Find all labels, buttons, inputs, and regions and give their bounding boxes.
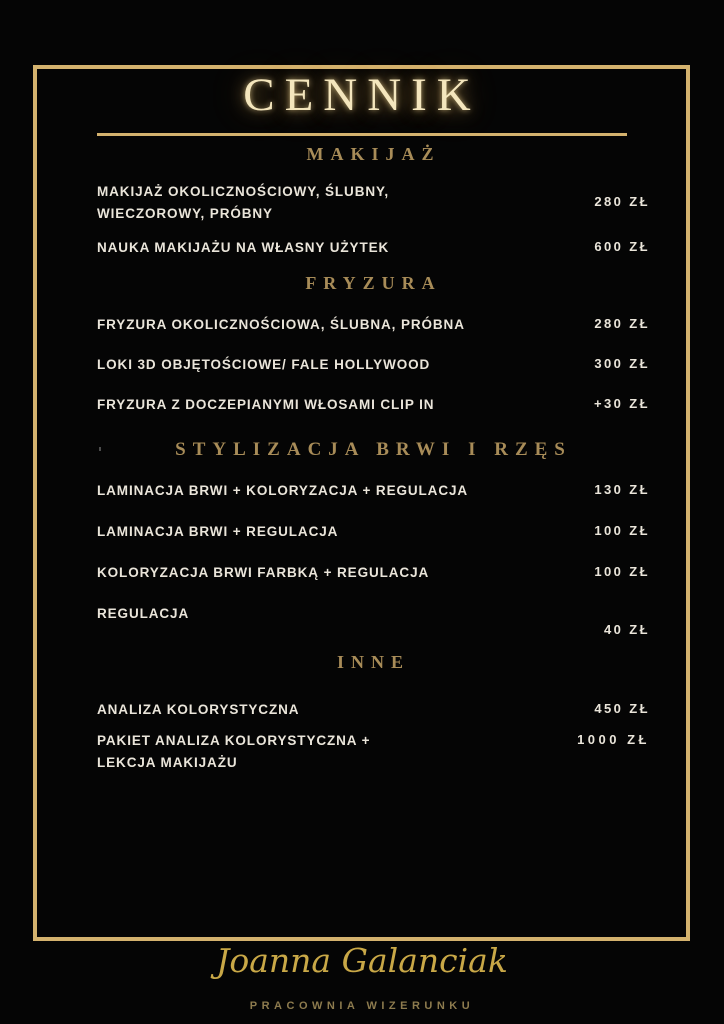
section-heading-inne: INNE bbox=[336, 651, 410, 672]
section-heading-fryzura: FRYZURA bbox=[305, 272, 442, 293]
service-label: LAMINACJA BRWI + REGULACJA bbox=[97, 524, 339, 540]
service-price: 130 ZŁ bbox=[594, 482, 650, 498]
service-label: FRYZURA Z DOCZEPIANYMI WŁOSAMI CLIP IN bbox=[97, 397, 435, 413]
price-row bbox=[97, 394, 650, 416]
price-row bbox=[97, 603, 650, 641]
service-label: LAMINACJA BRWI + KOLORYZACJA + REGULACJA bbox=[97, 483, 469, 499]
service-price: 1000 ZŁ bbox=[577, 732, 650, 748]
service-price: 600 ZŁ bbox=[594, 238, 650, 254]
price-row bbox=[97, 181, 650, 225]
service-price: 280 ZŁ bbox=[594, 315, 650, 331]
price-row bbox=[97, 562, 650, 584]
service-price: 100 ZŁ bbox=[594, 563, 650, 579]
title-underline bbox=[97, 133, 627, 136]
section-heading-makijaz: MAKIJAŻ bbox=[306, 144, 441, 164]
service-label: KOLORYZACJA BRWI FARBKĄ + REGULACJA bbox=[97, 564, 430, 580]
price-row bbox=[97, 480, 650, 502]
service-price: 40 ZŁ bbox=[604, 621, 650, 637]
signature-joanna-galanciak: Joanna Galanciak bbox=[216, 941, 508, 980]
price-row bbox=[97, 521, 650, 543]
footer-tagline: PRACOWNIA WIZERUNKU bbox=[249, 1000, 475, 1012]
service-label: PAKIET ANALIZA KOLORYSTYCZNA + LEKCJA MAKIJAŻU bbox=[97, 733, 371, 771]
service-label: ANALIZA KOLORYSTYCZNA bbox=[97, 701, 300, 717]
price-row bbox=[97, 354, 650, 376]
service-price: 300 ZŁ bbox=[594, 356, 650, 372]
service-label: NAUKA MAKIJAŻU NA WŁASNY UŻYTEK bbox=[97, 239, 390, 255]
service-price: +30 ZŁ bbox=[594, 396, 650, 412]
price-row bbox=[97, 314, 650, 336]
section-heading-stylizacja-brwi-i-rzes: STYLIZACJA BRWI I RZĘS bbox=[175, 439, 572, 461]
price-row bbox=[97, 730, 650, 774]
stray-mark bbox=[99, 447, 101, 451]
service-label: MAKIJAŻ OKOLICZNOŚCIOWY, ŚLUBNY, WIECZOROWY, PRÓBNY bbox=[97, 184, 390, 221]
service-label: REGULACJA bbox=[97, 605, 190, 621]
service-label: FRYZURA OKOLICZNOŚCIOWA, ŚLUBNA, PRÓBNA bbox=[97, 316, 465, 332]
price-list bbox=[97, 144, 650, 774]
service-label: LOKI 3D OBJĘTOŚCIOWE/ FALE HOLLYWOOD bbox=[97, 357, 431, 373]
service-price: 100 ZŁ bbox=[594, 523, 650, 539]
service-price: 450 ZŁ bbox=[594, 700, 650, 716]
price-row bbox=[97, 699, 650, 721]
service-price: 280 ZŁ bbox=[594, 194, 650, 210]
price-row bbox=[97, 237, 650, 259]
page-title: CENNIK bbox=[243, 69, 481, 121]
